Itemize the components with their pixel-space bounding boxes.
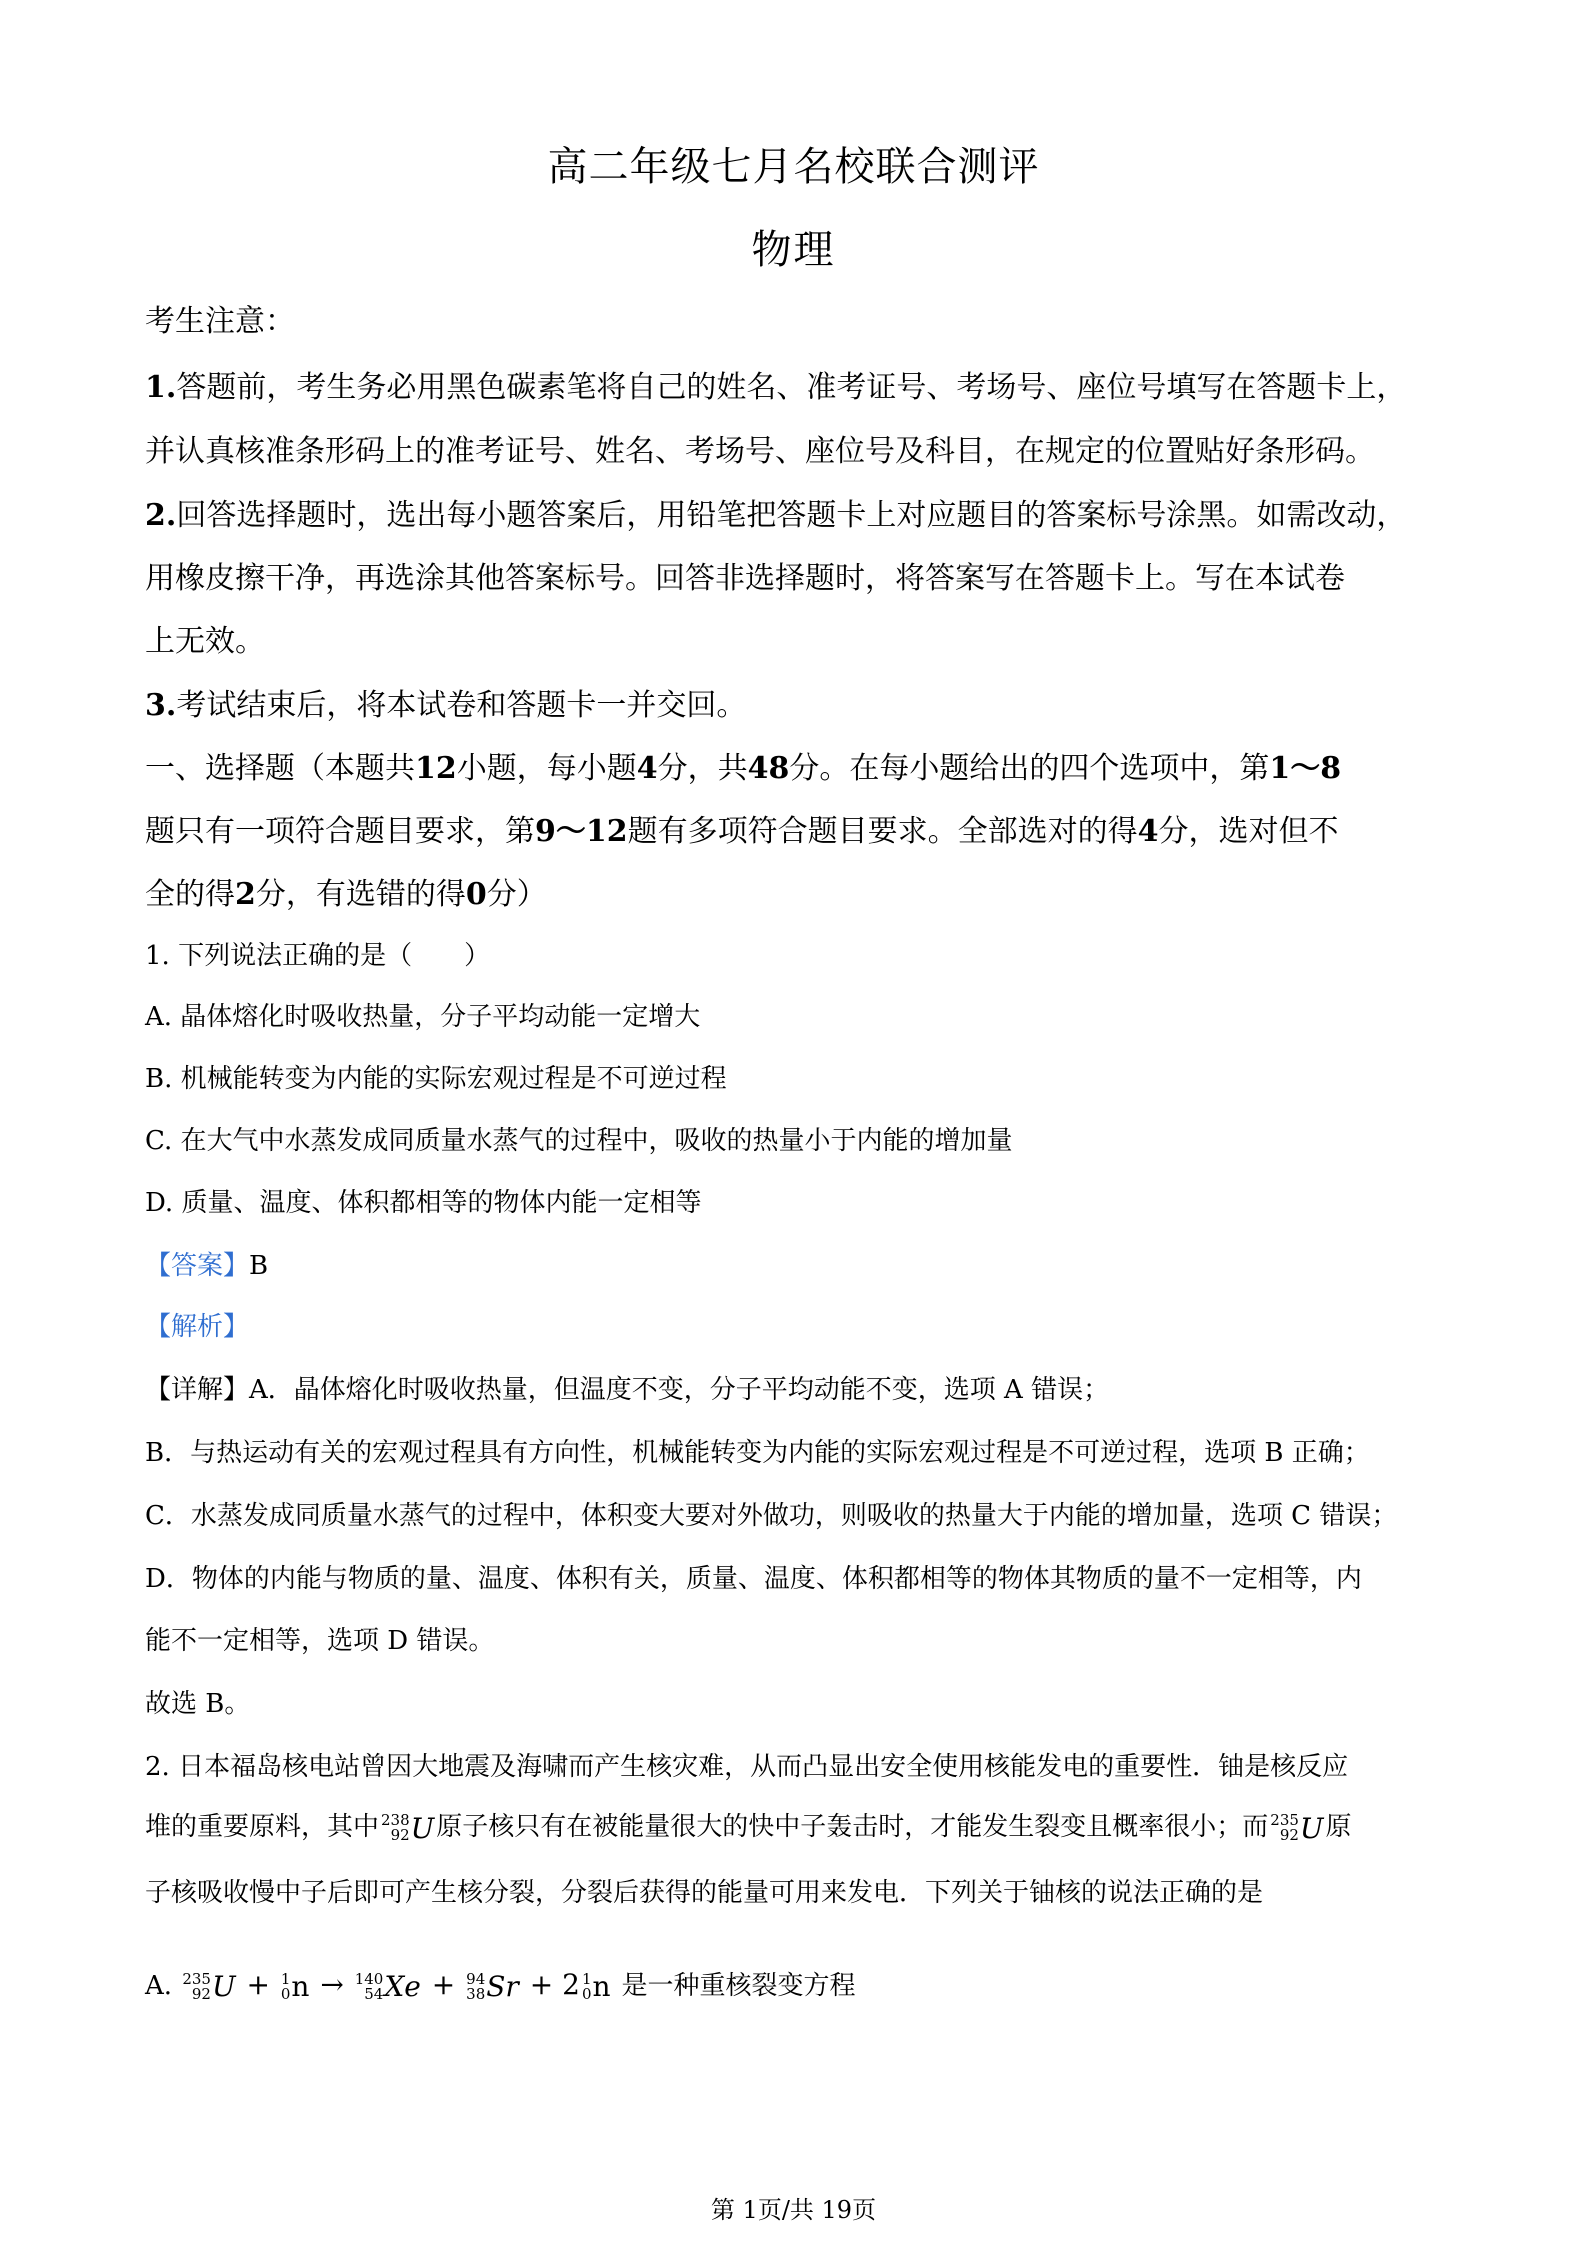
- subject-title: 物理: [751, 227, 836, 273]
- notice-item-1-text: 答题前，考生务必用黑色碳素笔将自己的姓名、准考证号、考场号、座位号填写在答题卡上，: [176, 370, 1407, 405]
- notice-heading: 考生注意：: [145, 304, 295, 339]
- notice-item-2-line-2: 用橡皮擦干净，再选涂其他答案标号。回答非选择题时，将答案写在答题卡上。写在本试卷: [145, 561, 1345, 596]
- notice-item-1-line-1: [145, 362, 1455, 406]
- notice-item-1-line-2: 并认真核准条形码上的准考证号、姓名、考场号、座位号及科目，在规定的位置贴好条形码。: [145, 434, 1375, 469]
- question-1-answer: [145, 1245, 1455, 1282]
- fission-equation: 235 92 U + 1 0 n → 140 54 Xe + 94 38 Sr + 2 1 0 n: [182, 1968, 611, 2003]
- question-1-option-b: B. 机械能转变为内能的实际宏观过程是不可逆过程: [145, 1064, 727, 1094]
- detail-b: B．与热运动有关的宏观过程具有方向性，机械能转变为内能的实际宏观过程是不可逆过程，选项 B 正确；: [145, 1438, 1370, 1468]
- answer-tag: 【答案】: [145, 1251, 250, 1281]
- detail-a: 【详解】A．晶体熔化时吸收热量，但温度不变，分子平均动能不变，选项 A 错误；: [145, 1375, 1110, 1405]
- answer-value: B: [249, 1251, 269, 1281]
- notice-item-3-number: 3.: [145, 688, 177, 723]
- detail-tag: 【详解】: [145, 1375, 250, 1405]
- notice-item-2-number: 2.: [145, 498, 177, 533]
- page-number: 第 1页/共 19页: [710, 2196, 877, 2224]
- notice-item-2-line-3: 上无效。: [145, 624, 265, 659]
- question-2-option-a: A. 235 92 U + 1 0 n → 140 54 Xe + 94 38 Sr + 2 1 0 n 是一种重核裂变方程: [145, 1968, 856, 2003]
- section-1-instructions-line-3: 全的得2分，有选错的得0分）: [145, 877, 547, 912]
- notice-item-1-number: 1.: [145, 370, 177, 405]
- uranium-235-nuclide: 235 92 U: [1270, 1811, 1324, 1845]
- detail-c: C．水蒸发成同质量水蒸气的过程中，体积变大要对外做功，则吸收的热量大于内能的增加量，选项 C 错误；: [145, 1501, 1398, 1531]
- analysis-tag: 【解析】: [145, 1312, 250, 1342]
- question-2-line-3: 子核吸收慢中子后即可产生核分裂，分裂后获得的能量可用来发电．下列关于铀核的说法正确的是: [145, 1878, 1264, 1908]
- question-1-stem: 1. 下列说法正确的是（ ）: [145, 941, 491, 971]
- question-2-line-1: 2. 日本福岛核电站曾因大地震及海啸而产生核灾难，从而凸显出安全使用核能发电的重要性．铀是核反应: [145, 1752, 1349, 1782]
- section-1-instructions-line-1: 一、选择题（本题共12小题，每小题4分，共48分。在每小题给出的四个选项中，第1～8: [145, 751, 1342, 786]
- notice-item-3-text: 考试结束后，将本试卷和答题卡一并交回。: [176, 688, 747, 723]
- question-2-line-2: 堆的重要原料，其中 238 92 U 原子核只有在被能量很大的快中子轰击时，才能发生裂变且概率很小；而 235 92 U 原: [145, 1811, 1352, 1845]
- uranium-238-nuclide: 238 92 U: [381, 1811, 435, 1845]
- conclusion: 故选 B。: [145, 1689, 251, 1719]
- section-1-instructions-line-2: 题只有一项符合题目要求，第9～12题有多项符合题目要求。全部选对的得4分，选对但不: [145, 814, 1339, 849]
- notice-item-2-text: 回答选择题时，选出每小题答案后，用铅笔把答题卡上对应题目的答案标号涂黑。如需改动，: [176, 498, 1407, 533]
- detail-d-line-1: D．物体的内能与物质的量、温度、体积有关，质量、温度、体积都相等的物体其物质的量不一定相等，内: [145, 1564, 1362, 1594]
- question-1-option-a: A. 晶体熔化时吸收热量，分子平均动能一定增大: [145, 1002, 701, 1032]
- notice-item-2-line-1: [145, 490, 1455, 534]
- notice-item-3-line-1: [145, 680, 1455, 724]
- question-1-option-d: D. 质量、温度、体积都相等的物体内能一定相等: [145, 1188, 702, 1218]
- question-1-option-c: C. 在大气中水蒸发成同质量水蒸气的过程中，吸收的热量小于内能的增加量: [145, 1126, 1013, 1156]
- exam-title: 高二年级七月名校联合测评: [547, 144, 1040, 190]
- detail-d-line-2: 能不一定相等，选项 D 错误。: [145, 1626, 495, 1656]
